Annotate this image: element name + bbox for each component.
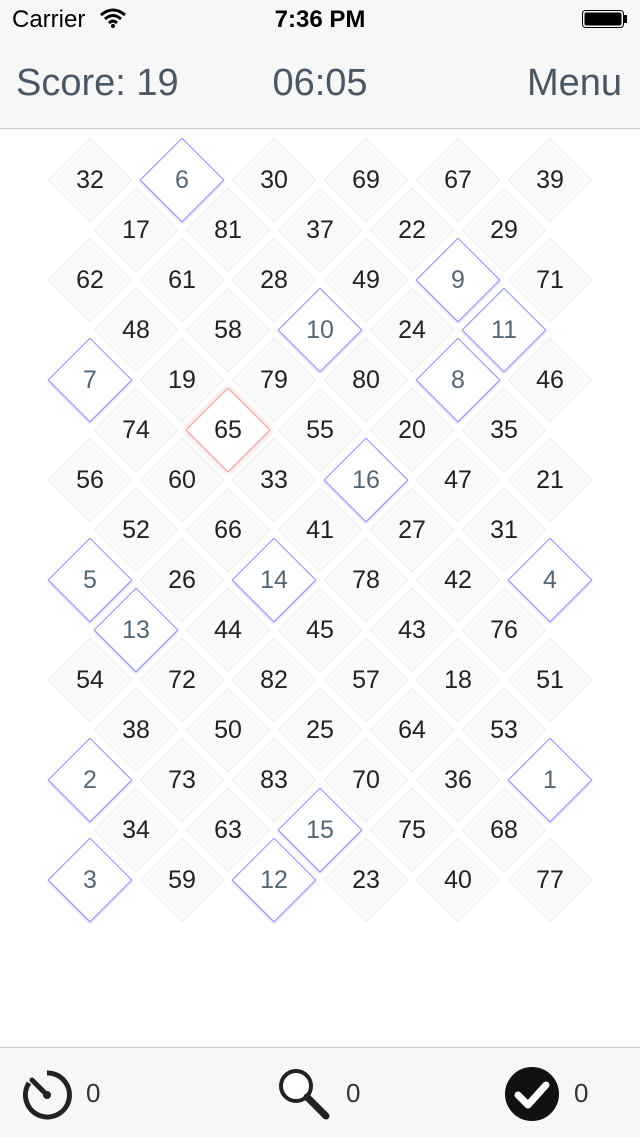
battery-icon [582, 10, 628, 28]
tile-number: 28 [260, 266, 288, 294]
tile-number: 44 [214, 616, 242, 644]
tile-number: 37 [306, 216, 334, 244]
tile-number: 78 [352, 566, 380, 594]
hint-tool[interactable] [276, 1048, 386, 1137]
carrier-label: Carrier [12, 6, 86, 33]
menu-button[interactable]: Menu [526, 62, 622, 104]
magnifier-icon [276, 1066, 332, 1122]
tile-number: 65 [214, 416, 242, 444]
number-tile[interactable] [320, 834, 412, 926]
tile-number: 53 [490, 716, 518, 744]
number-tile[interactable] [44, 834, 136, 926]
tile-number: 64 [398, 716, 426, 744]
tile-number: 74 [122, 416, 150, 444]
tile-number: 22 [398, 216, 426, 244]
tile-number: 24 [398, 316, 426, 344]
tile-number: 30 [260, 166, 288, 194]
tile-number: 33 [260, 466, 288, 494]
tile-number: 42 [444, 566, 472, 594]
score-label: Score: 19 [16, 62, 179, 104]
check-tool[interactable] [504, 1048, 614, 1137]
stopwatch-icon [20, 1068, 74, 1122]
tile-number: 70 [352, 766, 380, 794]
tile-number: 49 [352, 266, 380, 294]
hint-count: 0 [346, 1078, 361, 1108]
tile-number: 59 [168, 866, 196, 894]
tile-number: 82 [260, 666, 288, 694]
tile-number: 9 [451, 266, 465, 294]
tile-number: 62 [76, 266, 104, 294]
tile-number: 43 [398, 616, 426, 644]
tile-number: 8 [451, 366, 465, 394]
tile-number: 34 [122, 816, 150, 844]
tile-number: 7 [83, 366, 97, 394]
number-tile[interactable] [412, 834, 504, 926]
tile-number: 80 [352, 366, 380, 394]
tile-number: 3 [83, 866, 97, 894]
tile-number: 13 [122, 616, 150, 644]
tile-number: 35 [490, 416, 518, 444]
tile-number: 47 [444, 466, 472, 494]
tile-number: 41 [306, 516, 334, 544]
tile-number: 18 [444, 666, 472, 694]
time-bonus-count: 0 [86, 1078, 101, 1108]
tile-number: 52 [122, 516, 150, 544]
tile-number: 75 [398, 816, 426, 844]
tile-number: 27 [398, 516, 426, 544]
tile-number: 26 [168, 566, 196, 594]
tile-number: 63 [214, 816, 242, 844]
status-time: 7:36 PM [274, 6, 366, 33]
tile-number: 31 [490, 516, 518, 544]
tile-number: 72 [168, 666, 196, 694]
tile-number: 67 [444, 166, 472, 194]
bottom-toolbar [0, 1047, 640, 1137]
tile-number: 54 [76, 666, 104, 694]
tile-number: 16 [352, 466, 380, 494]
number-tile[interactable] [228, 834, 320, 926]
tile-number: 71 [536, 266, 564, 294]
check-count: 0 [574, 1078, 589, 1108]
tile-number: 51 [536, 666, 564, 694]
tile-number: 15 [306, 816, 334, 844]
number-tile[interactable] [136, 834, 228, 926]
tile-number: 69 [352, 166, 380, 194]
tile-number: 20 [398, 416, 426, 444]
tile-number: 55 [306, 416, 334, 444]
tile-number: 61 [168, 266, 196, 294]
tile-number: 12 [260, 866, 288, 894]
tile-number: 58 [214, 316, 242, 344]
tile-number: 2 [83, 766, 97, 794]
tile-number: 81 [214, 216, 242, 244]
tile-number: 4 [543, 566, 557, 594]
tile-number: 50 [214, 716, 242, 744]
game-header [0, 40, 640, 129]
tile-number: 39 [536, 166, 564, 194]
number-tile[interactable] [504, 834, 596, 926]
tile-number: 21 [536, 466, 564, 494]
tile-number: 57 [352, 666, 380, 694]
tile-number: 1 [543, 766, 557, 794]
tile-number: 10 [306, 316, 334, 344]
tile-number: 19 [168, 366, 196, 394]
tile-number: 60 [168, 466, 196, 494]
tile-number: 36 [444, 766, 472, 794]
tile-number: 46 [536, 366, 564, 394]
tile-number: 45 [306, 616, 334, 644]
tile-number: 68 [490, 816, 518, 844]
tile-number: 23 [352, 866, 380, 894]
timer-label: 06:05 [272, 62, 368, 104]
tile-number: 14 [260, 566, 288, 594]
tile-number: 40 [444, 866, 472, 894]
tile-number: 6 [175, 166, 189, 194]
status-bar [0, 0, 640, 40]
checkmark-icon [504, 1066, 560, 1122]
tile-number: 11 [491, 316, 517, 344]
tile-number: 48 [122, 316, 150, 344]
tile-number: 38 [122, 716, 150, 744]
tile-number: 56 [76, 466, 104, 494]
tile-number: 73 [168, 766, 196, 794]
tile-number: 79 [260, 366, 288, 394]
tile-number: 29 [490, 216, 518, 244]
tile-number: 17 [122, 216, 150, 244]
tile-number: 77 [536, 866, 564, 894]
tile-number: 5 [83, 566, 97, 594]
tile-number: 76 [490, 616, 518, 644]
number-board [0, 129, 640, 1029]
time-bonus-tool[interactable] [18, 1048, 128, 1137]
tile-number: 83 [260, 766, 288, 794]
tile-number: 25 [306, 716, 334, 744]
tile-number: 66 [214, 516, 242, 544]
tile-number: 32 [76, 166, 104, 194]
